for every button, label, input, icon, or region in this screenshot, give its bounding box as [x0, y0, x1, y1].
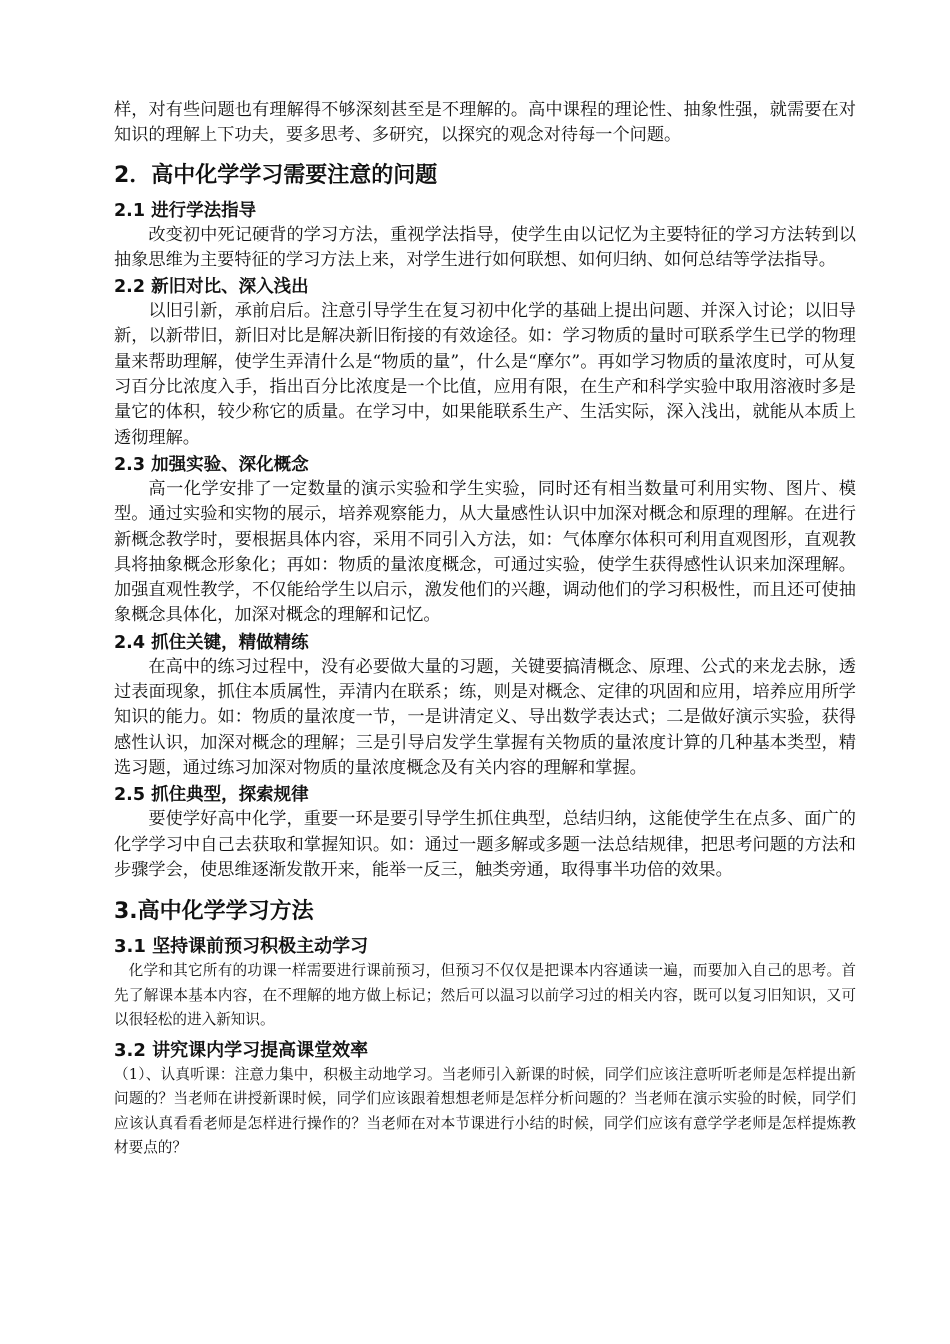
section-3-2-body: （1）、认真听课：注意力集中，积极主动地学习。当老师引入新课的时候，同学们应该注意听听老师是怎样提出新问题的？当老师在讲授新课时候，同学们应该跟着想想老师是怎样分析问题的？当老师在演示实验的时候，同学们应该认真看看老师是怎样进行操作的？当老师在对本节课进行小结的时候，同学们应该有意学学老师是怎样提炼教材要点的？	[114, 1065, 856, 1157]
section-2-4-body: 在高中的练习过程中，没有必要做大量的习题，关键要搞清概念、原理、公式的来龙去脉，透过表面现象，抓住本质属性，弄清内在联系；练，则是对概念、定律的巩固和应用，培养应用所学知识的能力。如：物质的量浓度一节，一是讲清定义、导出数学表达式；二是做好演示实验，获得感性认识，加深对概念的理解；三是引导启发学生掌握有关物质的量浓度计算的几种基本类型，精选习题，通过练习加深对物质的量浓度概念及有关内容的理解和掌握。	[114, 656, 856, 778]
section-2-3-heading: 2.3 加强实验、深化概念	[114, 454, 309, 475]
section-2-heading: 2．高中化学学习需要注意的问题	[114, 162, 438, 188]
section-2-2-body: 以旧引新，承前启后。注意引导学生在复习初中化学的基础上提出问题、并深入讨论；以旧导新，以新带旧，新旧对比是解决新旧衔接的有效途径。如：学习物质的量时可联系学生已学的物理量来帮助理解，使学生弄清什么是“物质的量”，什么是“摩尔”。再如学习物质的量浓度时，可从复习百分比浓度入手，指出百分比浓度是一个比值，应用有限，在生产和科学实验中取用溶液时多是量它的体积，较少称它的质量。在学习中，如果能联系生产、生活实际，深入浅出，就能从本质上透彻理解。	[114, 301, 856, 448]
section-2-1-body: 改变初中死记硬背的学习方法，重视学法指导，使学生由以记忆为主要特征的学习方法转到以抽象思维为主要特征的学习方法上来，对学生进行如何联想、如何归纳、如何总结等学法指导。	[114, 224, 856, 270]
section-3-heading: 3.高中化学学习方法	[114, 899, 314, 925]
document-page	[114, 98, 856, 1161]
section-3-1-heading: 3.1 坚持课前预习积极主动学习	[114, 936, 369, 958]
section-2-5-body: 要使学好高中化学，重要一环是要引导学生抓住典型，总结归纳，这能使学生在点多、面广的化学学习中自己去获取和掌握知识。如：通过一题多解或多题一法总结规律，把思考问题的方法和步骤学会，使思维逐渐发散开来，能举一反三，触类旁通，取得事半功倍的效果。	[114, 809, 856, 880]
section-2-4-heading: 2.4 抓住关键，精做精练	[114, 632, 309, 653]
section-2-2-heading: 2.2 新旧对比、深入浅出	[114, 277, 309, 298]
intro-paragraph: 样，对有些问题也有理解得不够深刻甚至是不理解的。高中课程的理论性、抽象性强，就需要在对知识的理解上下功夫，要多思考、多研究，以探究的观念对待每一个问题。	[114, 100, 856, 146]
section-3-1-body: 化学和其它所有的功课一样需要进行课前预习，但预习不仅仅是把课本内容通读一遍，而要加入自己的思考。首先了解课本基本内容，在不理解的地方做上标记；然后可以温习以前学习过的相关内容，既可以复习旧知识，又可以很轻松的进入新知识。	[114, 962, 856, 1029]
section-3-2-heading: 3.2 讲究课内学习提高课堂效率	[114, 1039, 369, 1061]
section-2-5-heading: 2.5 抓住典型，探索规律	[114, 785, 309, 806]
section-2-3-body: 高一化学安排了一定数量的演示实验和学生实验，同时还有相当数量可利用实物、图片、模型。通过实验和实物的展示，培养观察能力，从大量感性认识中加深对概念和原理的理解。在进行新概念教学时，要根据具体内容，采用不同引入方法，如：气体摩尔体积可利用直观图形，直观教具将抽象概念形象化；再如：物质的量浓度概念，可通过实验，使学生获得感性认识来加深理解。加强直观性教学，不仅能给学生以启示，激发他们的兴趣，调动他们的学习积极性，而且还可使抽象概念具体化，加深对概念的理解和记忆。	[114, 478, 856, 626]
section-2-1-heading: 2.1 进行学法指导	[114, 200, 257, 221]
